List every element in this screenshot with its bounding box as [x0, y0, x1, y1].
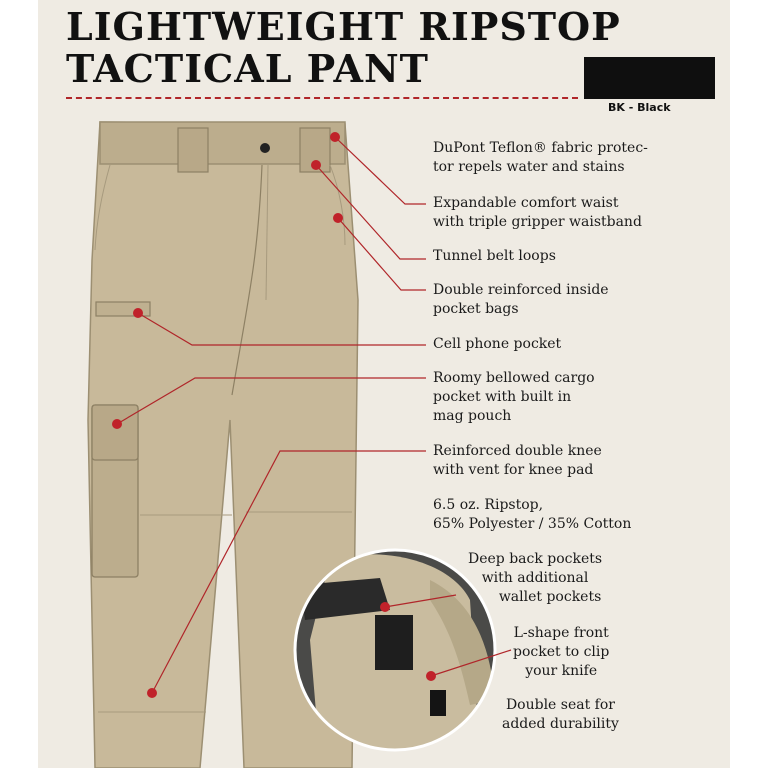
callout-dot-teflon [330, 132, 340, 142]
callout-cargo-pocket: Roomy bellowed cargo pocket with built in mag pouch [433, 370, 595, 424]
color-swatch-label: BK - Black [608, 101, 671, 114]
callout-dot-cargo [112, 419, 122, 429]
callout-dot-knee [147, 688, 157, 698]
callout-waist: Expandable comfort waist with triple gripper waistband [433, 195, 642, 230]
callout-belt-loops: Tunnel belt loops [433, 248, 556, 264]
callout-dot-knife-pocket [426, 671, 436, 681]
callout-dot-pocket-bags [333, 213, 343, 223]
callout-pocket-bags: Double reinforced inside pocket bags [433, 282, 609, 317]
callout-back-pockets: Deep back pockets with additional wallet pockets [468, 551, 603, 605]
callout-double-seat: Double seat for added durability [502, 697, 619, 732]
callout-dot-phone-pocket [133, 308, 143, 318]
callout-teflon: DuPont Teflon® fabric protec- tor repels water and stains [433, 140, 648, 175]
callout-knife-pocket: L-shape front pocket to clip your knife [513, 625, 610, 679]
callout-phone-pocket: Cell phone pocket [433, 336, 562, 352]
callout-dot-back-pockets [380, 602, 390, 612]
callout-dot-waist [311, 160, 321, 170]
callout-knee: Reinforced double knee with vent for knee pad [433, 443, 602, 478]
product-title-line-1: LIGHTWEIGHT RIPSTOP [66, 4, 621, 49]
callout-fabric: 6.5 oz. Ripstop, 65% Polyester / 35% Cotton [433, 497, 632, 532]
product-title-line-2: TACTICAL PANT [66, 46, 429, 91]
